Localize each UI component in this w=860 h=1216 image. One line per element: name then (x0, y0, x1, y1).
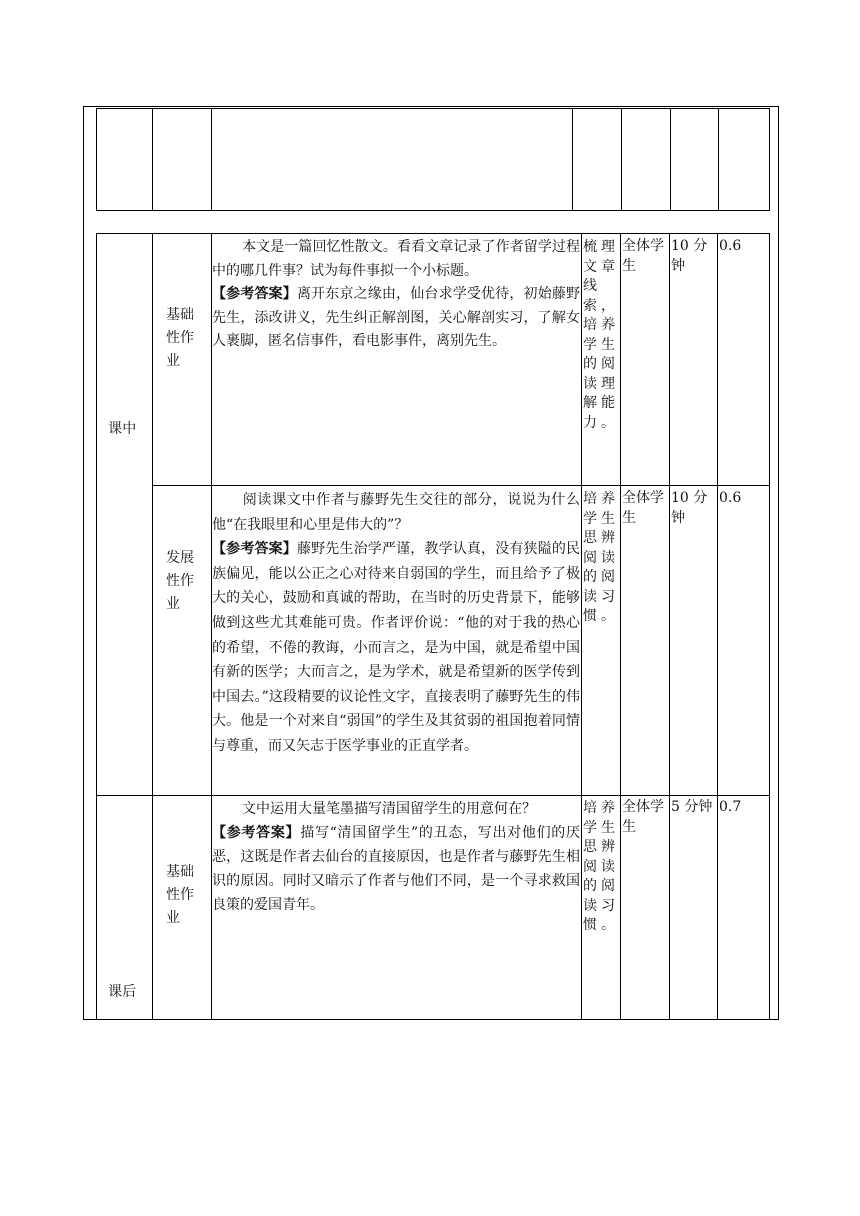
question-text: 阅读课文中作者与藤野先生交往的部分，说说为什么他“在我眼里和心里是伟大的”？ (212, 492, 580, 533)
answer-label: 【参考答案】 (212, 286, 297, 303)
type-cell: 基础 性作 业 (166, 864, 194, 926)
type-cell: 基础 性作 业 (166, 307, 194, 369)
target-cell: 全体学生 (622, 799, 664, 835)
difficulty-cell: 0.6 (719, 238, 742, 254)
target-cell: 全体学生 (622, 490, 664, 526)
stage-cell: 课中 (108, 421, 137, 437)
time-cell: 10 分钟 (671, 238, 708, 274)
difficulty-cell: 0.7 (719, 799, 742, 815)
type-cell: 发展 性作 业 (166, 550, 194, 612)
answer-text: 描写“清国留学生”的丑态，写出对他们的厌恶，这既是作者去仙台的直接原因，也是作者与藤野先生相识的原因。同时又暗示了作者与他们不同，是一个寻求救国良策的爱国青年。 (212, 825, 580, 913)
question-cell (212, 236, 580, 354)
time-cell: 10 分钟 (671, 490, 708, 526)
answer-label: 【参考答案】 (212, 825, 301, 841)
question-cell (212, 488, 580, 759)
difficulty-cell: 0.6 (719, 490, 742, 506)
target-cell: 全体学生 (622, 238, 664, 274)
answer-text: 藤野先生治学严谨，教学认真，没有狭隘的民族偏见，能以公正之心对待来自弱国的学生，而且给予了极大的关心，鼓励和真诚的帮助，在当时的历史背景下，能够做到这些尤其难能可贵。作者评价说：“他的对于我的热心的希望，不倦的教诲，小而言之，是为中国，就是希望中国有新的医学；大而言之，是为学术，就是希望新的医学传到中国去。”这段精要的议论性文字，直接表明了藤野先生的伟大。他是一个对来自“弱国”的学生及其贫弱的祖国抱着同情与尊重，而又矢志于医学事业的正直学者。 (212, 541, 581, 754)
answer-text: 离开东京之缘由，仙台求学受优待，初始藤野先生，添改讲义，先生纠正解剖图，关心解剖实习，了解女人裹脚，匿名信事件，看电影事件，离别先生。 (212, 286, 581, 350)
goal-cell: 培养学生思辨阅读的阅读习惯。 (583, 800, 619, 933)
question-text: 文中运用大量笔墨描写清国留学生的用意何在？ (242, 801, 536, 817)
goal-cell: 培养学生思辨阅读的阅读习惯。 (583, 491, 619, 624)
question-cell (212, 797, 580, 917)
question-text: 本文是一篇回忆性散文。看看文章记录了作者留学过程中的哪几件事？试为每件事拟一个小标题。 (212, 239, 580, 279)
goal-cell: 梳理文章线索，培养学生的阅读理解能力。 (583, 239, 619, 431)
answer-label: 【参考答案】 (212, 541, 297, 558)
time-cell: 5 分钟 (671, 799, 713, 815)
stage-cell: 课后 (108, 984, 137, 1000)
